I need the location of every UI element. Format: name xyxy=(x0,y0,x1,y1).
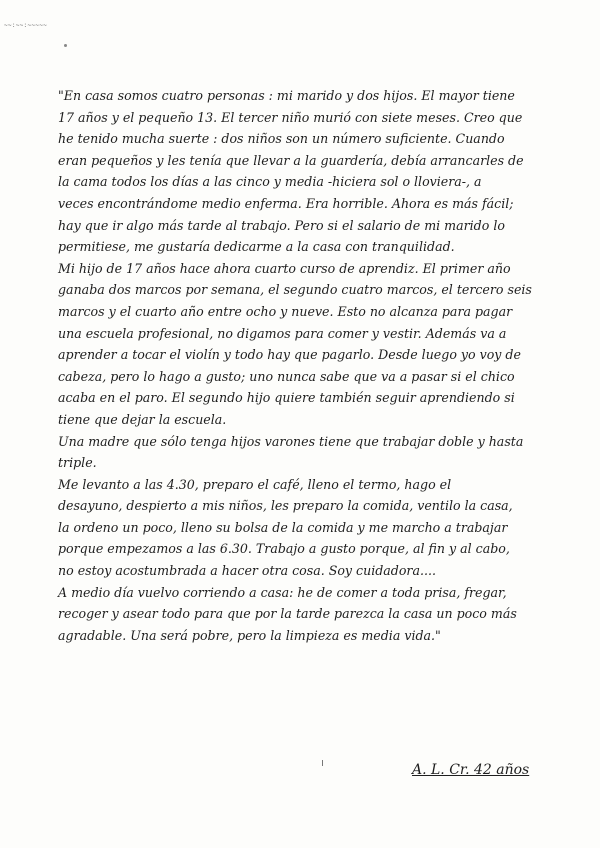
text-line: porque empezamos a las 6.30. Trabajo a gusto porque, al fin y al cabo, xyxy=(58,541,510,557)
text-line: permitiese, me gustaría dedicarme a la casa con tranquilidad. xyxy=(58,239,455,255)
text-line: A medio día vuelvo corriendo a casa: he de comer a toda prisa, fregar, xyxy=(58,584,507,600)
text-line: acaba en el paro. El segundo hijo quiere también seguir aprendiendo si xyxy=(58,390,515,406)
corner-scan-mark: ~~:~~:~~~~~ xyxy=(4,22,48,29)
paragraph-single-mother xyxy=(58,431,558,474)
scan-speck xyxy=(64,44,67,47)
text-line: desayuno, despierto a mis niños, les preparo la comida, ventilo la casa, xyxy=(58,498,513,514)
text-line: eran pequeños y les tenía que llevar a la guardería, debía arrancarles de xyxy=(58,152,524,168)
text-line: agradable. Una será pobre, pero la limpieza es media vida." xyxy=(58,627,441,643)
text-line: hay que ir algo más tarde al trabajo. Pero si el salario de mi marido lo xyxy=(58,217,505,233)
letter-body xyxy=(58,85,558,646)
paragraph-son-apprentice xyxy=(58,258,558,431)
text-line: la cama todos los días a las cinco y media -hiciera sol o lloviera-, a xyxy=(58,174,482,190)
text-line: ganaba dos marcos por semana, el segundo cuatro marcos, el tercero seis xyxy=(58,282,532,298)
text-line: marcos y el cuarto año entre ocho y nueve. Esto no alcanza para pagar xyxy=(58,303,513,319)
text-line: cabeza, pero lo hago a gusto; uno nunca sabe que va a pasar si el chico xyxy=(58,368,515,384)
paragraph-morning-routine xyxy=(58,474,558,582)
text-line: Mi hijo de 17 años hace ahora cuarto curso de aprendiz. El primer año xyxy=(58,260,511,276)
signature: A. L. Cr. 42 años xyxy=(412,762,530,778)
text-line: triple. xyxy=(58,455,97,471)
text-line: aprender a tocar el violín y todo hay que pagarlo. Desde luego yo voy de xyxy=(58,347,521,363)
text-line: veces encontrándome medio enferma. Era horrible. Ahora es más fácil; xyxy=(58,195,514,211)
paragraph-midday xyxy=(58,582,558,647)
text-line: la ordeno un poco, lleno su bolsa de la comida y me marcho a trabajar xyxy=(58,519,508,535)
text-line: Me levanto a las 4.30, preparo el café, lleno el termo, hago el xyxy=(58,476,452,492)
paragraph-household xyxy=(58,85,558,258)
text-line: recoger y asear todo para que por la tarde parezca la casa un poco más xyxy=(58,606,517,622)
text-line: Una madre que sólo tenga hijos varones tiene que trabajar doble y hasta xyxy=(58,433,524,449)
scan-stroke-mark xyxy=(322,760,323,766)
text-line: he tenido mucha suerte : dos niños son un número suficiente. Cuando xyxy=(58,131,505,147)
text-line: 17 años y el pequeño 13. El tercer niño murió con siete meses. Creo que xyxy=(58,109,523,125)
text-line: tiene que dejar la escuela. xyxy=(58,411,227,427)
text-line: no estoy acostumbrada a hacer otra cosa. Soy cuidadora.... xyxy=(58,563,436,579)
text-line: "En casa somos cuatro personas : mi marido y dos hijos. El mayor tiene xyxy=(58,88,515,103)
text-line: una escuela profesional, no digamos para comer y vestir. Además va a xyxy=(58,325,507,341)
